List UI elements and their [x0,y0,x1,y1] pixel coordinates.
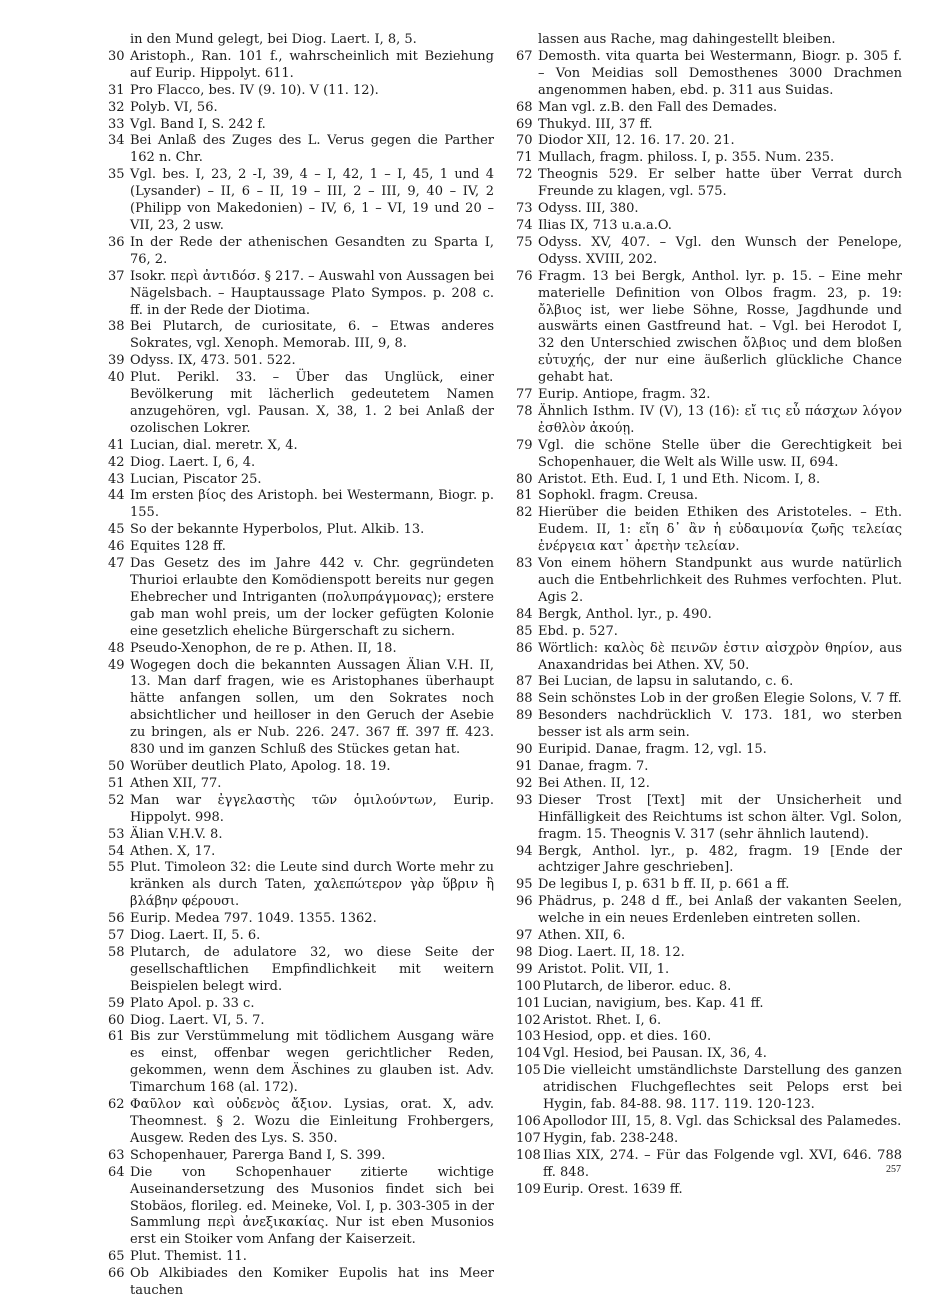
footnote-number: 96 [516,894,533,910]
footnote [516,387,902,404]
footnote [108,455,494,472]
footnote-text: Lucian, navigium, bes. Kap. 41 ff. [543,995,764,1011]
footnote [108,844,494,861]
footnote-number: 40 [108,370,125,386]
footnote-text: Hygin, fab. 238-248. [543,1130,679,1146]
footnote [516,759,902,776]
footnote [516,1029,902,1046]
footnote-text: Isokr. περὶ ἀντιδόσ. § 217. – Auswahl von Aussagen bei Nägelsbach. – Hauptaussage Plato Sympos. p. 208 c. ff. in der Rede der Diotima. [130,268,495,318]
footnote-text: Ähnlich Isthm. IV (V), 13 (16): εἴ τις εὖ πάσχων λόγον ἐσθλὸν ἀκούῃ. [538,403,902,436]
footnote-number: 35 [108,167,125,183]
footnote-number: 41 [108,437,125,453]
footnote-number: 58 [108,944,125,960]
footnote-text: Aristoph., Ran. 101 f., wahrscheinlich mit Beziehung auf Eurip. Hippolyt. 611. [130,48,494,81]
footnote-text: Bis zur Verstümmelung mit tödlichem Ausgang wäre es einst, offenbar wegen gerichtlicher Reden, gekommen, wenn dem Äschines zu glauben ist. Adv. Timarchum 168 (al. 172). [130,1029,494,1096]
footnote-text: Diog. Laert. II, 18. 12. [538,944,685,960]
footnote-number: 67 [516,48,533,64]
footnote [516,472,902,489]
footnote-text: Eurip. Orest. 1639 ff. [543,1181,683,1197]
footnote [516,438,902,472]
footnote-text: Man vgl. z.B. den Fall des Demades. [538,99,778,115]
footnote-text: Odyss. III, 380. [538,201,639,217]
footnote-number: 89 [516,708,533,724]
footnote-text: Ebd. p. 527. [538,623,618,639]
footnote-text: Ilias IX, 713 u.a.a.O. [538,217,672,233]
footnote-text: Diog. Laert. VI, 5. 7. [130,1012,265,1028]
footnote [516,49,902,100]
footnote-text: Theognis 529. Er selber hatte über Verrat durch Freunde zu klagen, vgl. 575. [538,167,902,200]
footnote-number: 98 [516,944,533,960]
footnote-number: 103 [516,1029,541,1045]
footnote-text: Demosth. vita quarta bei Westermann, Biogr. p. 305 f. – Von Meidias soll Demosthenes 3000 Drachmen angenommen haben, ebd. p. 311 aus Suidas. [538,48,902,98]
footnote [516,962,902,979]
footnote [108,996,494,1013]
footnote-number: 99 [516,961,533,977]
footnote [108,860,494,911]
footnote-text: Eurip. Antiope, fragm. 32. [538,387,711,403]
footnote [108,1097,494,1148]
footnote [516,1182,902,1199]
footnote-number: 76 [516,268,533,284]
footnote [108,100,494,117]
footnote-text: Athen XII, 77. [130,775,222,791]
footnote-text: Ilias XIX, 274. – Für das Folgende vgl. XVI, 646. 788 ff. 848. [543,1147,902,1180]
footnote-text: Bei Athen. II, 12. [538,775,650,791]
footnote-number: 49 [108,657,125,673]
footnote-text: Pseudo-Xenophon, de re p. Athen. II, 18. [130,640,397,656]
footnote-text: Danae, fragm. 7. [538,758,649,774]
footnote [108,472,494,489]
footnote-number: 95 [516,877,533,893]
footnote-number: 88 [516,691,533,707]
left-footnote-column [108,32,494,1300]
footnote [516,793,902,844]
footnote [108,945,494,996]
footnote-number: 72 [516,167,533,183]
footnote-number: 45 [108,522,125,538]
footnote-number: 32 [108,99,125,115]
footnote [516,488,902,505]
footnote-number: 100 [516,978,541,994]
footnote-text: Odyss. IX, 473. 501. 522. [130,353,296,369]
footnote [108,370,494,438]
footnote-text: Wörtlich: καλὸς δὲ πεινῶν ἐστιν αἰσχρὸν θηρίον, aus Anaxandridas bei Athen. XV, 50. [538,640,902,673]
footnote-text: Bergk, Anthol. lyr., p. 490. [538,606,712,622]
footnote-number: 87 [516,674,533,690]
footnote [108,759,494,776]
footnote [516,117,902,134]
footnote-number: 107 [516,1130,541,1146]
footnote [516,844,902,878]
footnote-number: 84 [516,606,533,622]
footnote [516,894,902,928]
footnote [108,49,494,83]
footnote-text: Lucian, dial. meretr. X, 4. [130,437,298,453]
footnote [108,488,494,522]
footnote-number: 34 [108,133,125,149]
footnote-number: 90 [516,742,533,758]
footnote-number: 102 [516,1012,541,1028]
footnote-text: Hierüber die beiden Ethiken des Aristoteles. – Eth. Eudem. II, 1: εἴη δ᾽ ἂν ἡ εὐδαιμονία ζωῆς τελείας ἐνέργεια κατ᾽ ἀρετὴν τελείαν. [538,505,902,555]
footnote-number: 57 [108,928,125,944]
footnote [516,404,902,438]
footnote-text: Polyb. VI, 56. [130,99,218,115]
footnote-number: 73 [516,201,533,217]
footnote-number: 66 [108,1266,125,1282]
footnote [516,167,902,201]
footnote [108,319,494,353]
footnote [108,269,494,320]
footnote-text: Die vielleicht umständlichste Darstellung des ganzen atridischen Fluchgeflechtes seit Pelops erst bei Hygin, fab. 84-88. 98. 117. 119. 120-123. [543,1063,902,1113]
footnote-text: Vgl. die schöne Stelle über die Gerechtigkeit bei Schopenhauer, die Welt als Wille usw. II, 694. [538,437,902,470]
footnote-text: Man war ἐγγελαστὴς τῶν ὁμιλούντων, Eurip. Hippolyt. 998. [130,792,494,825]
footnote-text: Hesiod, opp. et dies. 160. [543,1029,712,1045]
footnote-text: Vgl. bes. I, 23, 2 -I, 39, 4 – I, 42, 1 – I, 45, 1 und 4 (Lysander) – II, 6 – II, 19 – III, 2 – III, 9, 40 – IV, 2 (Philipp von Makedonien) – IV, 6, 1 – VI, 19 und 20 – VII, 23, 2 usw. [130,167,494,233]
footnote-text: in den Mund gelegt, bei Diog. Laert. I, 8, 5. [130,32,417,47]
footnote [108,1029,494,1097]
footnote-number: 46 [108,539,125,555]
footnote [516,641,902,675]
footnote-number: 55 [108,860,125,876]
footnote-text: Diodor XII, 12. 16. 17. 20. 21. [538,133,735,149]
footnote-number: 42 [108,454,125,470]
footnote-text: Das Gesetz des im Jahre 442 v. Chr. gegründeten Thurioi erlaubte den Komödienspott bereits nur gegen Ehebrecher und Intriganten (πολυπράγμονας); erstere gab man wohl preis, um der locker gefügten Kolonie eine gesetzlich eheliche Bürgerschaft zu sichern. [130,556,494,639]
footnote-text: Plutarch, de liberor. educ. 8. [543,978,732,994]
footnote-number: 64 [108,1164,125,1180]
footnote [516,133,902,150]
footnote-text: Athen. X, 17. [130,843,216,859]
footnote [108,911,494,928]
footnote [516,32,902,49]
footnote-text: Besonders nachdrücklich V. 173. 181, wo sterben besser ist als arm sein. [538,708,902,741]
footnote [108,1148,494,1165]
footnote [516,945,902,962]
footnote-text: Mullach, fragm. philoss. I, p. 355. Num. 235. [538,150,835,166]
footnote-number: 77 [516,387,533,403]
footnote-text: Odyss. XV, 407. – Vgl. den Wunsch der Penelope, Odyss. XVIII, 202. [538,234,902,267]
footnote-number: 68 [516,99,533,115]
footnote-number: 56 [108,911,125,927]
footnote-text: Älian V.H.V. 8. [130,826,223,842]
footnote [516,150,902,167]
footnote-number: 93 [516,792,533,808]
footnote [516,505,902,556]
footnote-text: Bergk, Anthol. lyr., p. 482, fragm. 19 [Ende der achtziger Jahre geschrieben]. [538,843,902,876]
footnote-number: 60 [108,1012,125,1028]
footnote-text: Schopenhauer, Parerga Band I, S. 399. [130,1147,386,1163]
footnote [516,100,902,117]
footnote-number: 83 [516,556,533,572]
footnote-text: Bei Lucian, de lapsu in salutando, c. 6. [538,674,794,690]
footnote-text: De legibus I, p. 631 b ff. II, p. 661 a ff. [538,877,790,893]
footnote-text: Aristot. Eth. Eud. I, 1 und Eth. Nicom. I, 8. [538,471,821,487]
footnote-text: Vgl. Band I, S. 242 f. [130,116,266,132]
footnote-text: Φαῦλον καὶ οὐδενὸς ἄξιον. Lysias, orat. X, adv. Theomnest. § 2. Wozu die Einleitung Frohbergers, Ausgew. Reden des Lys. S. 350. [130,1097,494,1146]
page-number: 257 [886,1164,901,1175]
footnote-number: 92 [516,775,533,791]
footnote [108,556,494,641]
footnote [108,1013,494,1030]
footnote [108,1249,494,1266]
footnote-text: Sophokl. fragm. Creusa. [538,488,699,504]
footnote [108,117,494,134]
footnote [516,1148,902,1182]
footnote-text: Aristot. Rhet. I, 6. [543,1012,662,1028]
footnote [108,438,494,455]
footnote-number: 39 [108,353,125,369]
footnote [108,83,494,100]
footnote [516,674,902,691]
footnote [108,641,494,658]
footnote-text: Von einem höhern Standpunkt aus wurde natürlich auch die Entbehrlichkeit des Ruhmes verfochten. Plut. Agis 2. [538,556,902,605]
footnote [108,133,494,167]
footnote-number: 52 [108,792,125,808]
footnote-number: 53 [108,826,125,842]
footnote [516,708,902,742]
footnote-text: Aristot. Polit. VII, 1. [538,961,670,977]
footnote [516,556,902,607]
footnote-number: 62 [108,1097,125,1113]
footnote-number: 38 [108,319,125,335]
footnote [108,353,494,370]
footnote-number: 59 [108,995,125,1011]
footnote [516,1063,902,1114]
footnote-text: Plut. Perikl. 33. – Über das Unglück, einer Bevölkerung mit lächerlich gedeutetem Namen anzugehören, vgl. Pausan. X, 38, 1. 2 bei Anlaß der ozolischen Lokrer. [130,370,494,436]
footnote-number: 70 [516,133,533,149]
footnote [516,201,902,218]
footnote-text: Athen. XII, 6. [538,928,626,944]
footnote [516,996,902,1013]
footnote [108,658,494,759]
footnote-text: Vgl. Hesiod, bei Pausan. IX, 36, 4. [543,1046,767,1062]
footnote-text: Phädrus, p. 248 d ff., bei Anlaß der vakanten Seelen, welche in ein neues Erdenleben eintreten sollen. [538,894,902,927]
footnote-number: 31 [108,82,125,98]
footnote-text: Ob Alkibiades den Komiker Eupolis hat ins Meer tauchen [130,1266,494,1299]
footnote-number: 30 [108,48,125,64]
footnote-number: 65 [108,1249,125,1265]
footnote-text: Plutarch, de adulatore 32, wo diese Seite der gesellschaftlichen Empfindlichkeit mit weitern Beispielen belegt wird. [130,944,494,994]
footnote-text: Im ersten βίος des Aristoph. bei Westermann, Biogr. p. 155. [130,488,494,521]
footnote-text: Euripid. Danae, fragm. 12, vgl. 15. [538,742,767,758]
footnote-text: Plut. Timoleon 32: die Leute sind durch Worte mehr zu kränken als durch Taten, χαλεπώτερον γὰρ ὕβριν ἢ βλάβην φέρουσι. [130,860,494,910]
footnote [516,624,902,641]
footnote-number: 69 [516,116,533,132]
footnote-text: Plut. Themist. 11. [130,1249,247,1265]
footnote [516,218,902,235]
footnote-number: 36 [108,234,125,250]
footnote [516,1114,902,1131]
footnote-text: Bei Anlaß des Zuges des L. Verus gegen die Parther 162 n. Chr. [130,133,494,166]
footnote [516,607,902,624]
footnote [108,793,494,827]
footnote-number: 37 [108,268,125,284]
footnote-number: 71 [516,150,533,166]
footnote-number: 94 [516,843,533,859]
footnote-text: In der Rede der athenischen Gesandten zu Sparta I, 76, 2. [130,234,494,267]
footnote [516,1046,902,1063]
footnote-text: Diog. Laert. II, 5. 6. [130,928,261,944]
footnote [516,979,902,996]
footnote [516,1131,902,1148]
footnote-text: Plato Apol. p. 33 c. [130,995,255,1011]
footnote [108,539,494,556]
footnote-number: 101 [516,995,541,1011]
footnote-number: 104 [516,1046,541,1062]
footnote-number: 43 [108,471,125,487]
footnote-text: Thukyd. III, 37 ff. [538,116,653,132]
footnote [516,928,902,945]
footnote-number: 44 [108,488,125,504]
footnote [516,235,902,269]
footnote [108,1266,494,1300]
footnote-number: 75 [516,234,533,250]
footnote-number: 54 [108,843,125,859]
footnote-number: 48 [108,640,125,656]
footnote-text: Dieser Trost [Text] mit der Unsicherheit und Hinfälligkeit des Reichtums ist schon älter. Vgl. Solon, fragm. 15. Theognis V. 317 (sehr ähnlich lautend). [538,792,902,842]
footnote-number: 97 [516,928,533,944]
footnote-number: 85 [516,623,533,639]
footnote-number: 74 [516,217,533,233]
footnote [108,928,494,945]
footnote-text: Lucian, Piscator 25. [130,471,262,487]
footnote [516,742,902,759]
footnote [516,691,902,708]
footnote-number: 33 [108,116,125,132]
footnote-number: 81 [516,488,533,504]
footnote-number: 47 [108,556,125,572]
footnote-number: 105 [516,1063,541,1079]
footnote-text: Fragm. 13 bei Bergk, Anthol. lyr. p. 15. – Eine mehr materielle Definition von Olbos fragm. 23, p. 19: ὄλβιος ist, wer liebe Söhne, Rosse, Jagdhunde und auswärts einen Gastfreund hat. – Vgl. bei Herodot I, 32 den Unterschied zwischen ὄλβιος und dem bloßen εὐτυχής, der nur eine äußerlich glückliche Chance gehabt hat. [538,268,902,386]
footnote-text: Pro Flacco, bes. IV (9. 10). V (11. 12). [130,82,379,98]
footnote [108,235,494,269]
footnote-text: Apollodor III, 15, 8. Vgl. das Schicksal des Palamedes. [543,1114,902,1129]
footnote [108,32,494,49]
footnote-number: 51 [108,775,125,791]
footnote [108,167,494,235]
footnote-text: Die von Schopenhauer zitierte wichtige Auseinandersetzung des Musonios findet sich bei Stobäos, florileg. ed. Meineke, Vol. I, p. 303-305 in der Sammlung περὶ ἀνεξικακίας. Nur ist eben Musonios erst ein Stoiker vom Anfang der Kaiserzeit. [130,1164,494,1248]
footnote-number: 63 [108,1147,125,1163]
footnote [516,269,902,387]
footnote [516,1013,902,1030]
footnote-text: lassen aus Rache, mag dahingestellt bleiben. [538,32,836,47]
footnote [108,522,494,539]
right-footnote-column [516,32,902,1199]
footnote-text: Sein schönstes Lob in der großen Elegie Solons, V. 7 ff. [538,691,902,707]
footnote-number: 79 [516,437,533,453]
footnote-text: So der bekannte Hyperbolos, Plut. Alkib. 13. [130,522,425,538]
footnote-text: Bei Plutarch, de curiositate, 6. – Etwas anderes Sokrates, vgl. Xenoph. Memorab. III, 9, 8. [130,319,494,352]
footnote [516,877,902,894]
footnote-number: 91 [516,758,533,774]
footnote-number: 78 [516,403,533,419]
footnote-text: Worüber deutlich Plato, Apolog. 18. 19. [130,758,391,774]
footnote-number: 61 [108,1029,125,1045]
footnote [108,1165,494,1250]
footnote-number: 106 [516,1114,541,1129]
footnote-text: Diog. Laert. I, 6, 4. [130,454,256,470]
footnote-text: Wogegen doch die bekannten Aussagen Älian V.H. II, 13. Man darf fragen, wie es Aristophanes überhaupt hätte anfangen sollen, um den Sokrates noch absichtlicher und heilloser in den Geruch der Asebie zu bringen, als er Nub. 226. 247. 367 ff. 397 ff. 423. 830 und im ganzen Schluß des Stückes getan hat. [130,657,494,758]
footnote [516,776,902,793]
footnote-number: 80 [516,471,533,487]
footnote-text: Equites 128 ff. [130,539,226,555]
footnote-number: 82 [516,505,533,521]
footnote-number: 108 [516,1147,541,1163]
footnote-number: 109 [516,1181,541,1197]
footnote [108,827,494,844]
footnote-number: 86 [516,640,533,656]
footnote [108,776,494,793]
footnote-number: 50 [108,758,125,774]
footnote-text: Eurip. Medea 797. 1049. 1355. 1362. [130,911,377,927]
